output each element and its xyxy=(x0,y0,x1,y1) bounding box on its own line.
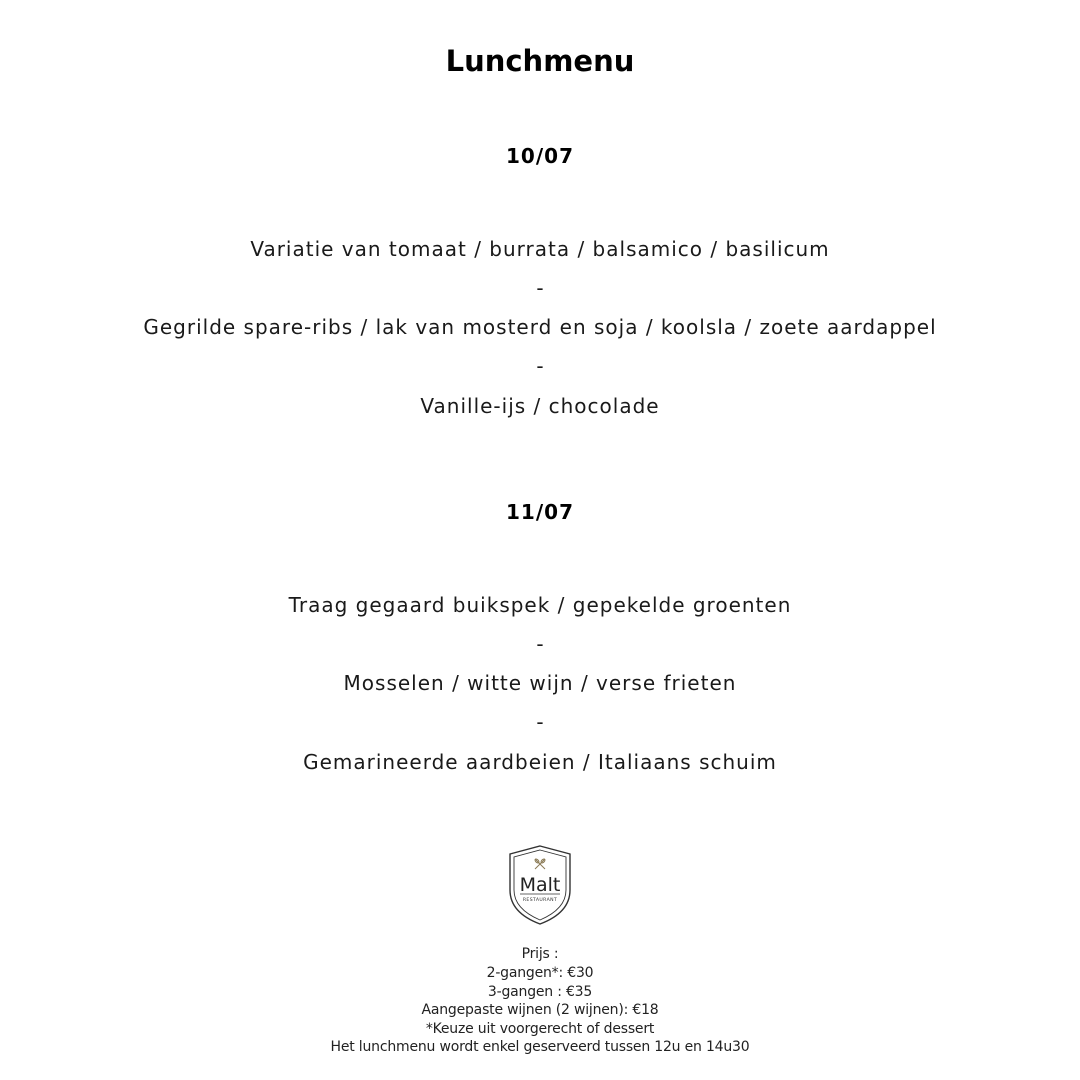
dish-separator: - xyxy=(536,632,544,656)
logo-name: Malt xyxy=(519,874,561,896)
price-three-course: 3-gangen : €35 xyxy=(487,984,593,1000)
dish-dessert: Vanille-ijs / chocolade xyxy=(420,394,660,418)
dish-main: Gegrilde spare-ribs / lak van mosterd en soja / koolsla / zoete aardappel xyxy=(143,315,937,339)
dish-separator: - xyxy=(536,276,544,300)
page-title: Lunchmenu xyxy=(445,44,635,78)
dish-dessert: Gemarineerde aardbeien / Italiaans schuim xyxy=(303,750,777,774)
dish-separator: - xyxy=(536,354,544,378)
dish-separator: - xyxy=(536,710,544,734)
malt-logo xyxy=(506,844,574,926)
day-date: 11/07 xyxy=(506,500,574,524)
dish-starter: Variatie van tomaat / burrata / balsamico / basilicum xyxy=(250,237,830,261)
logo-subtitle: RESTAURANT xyxy=(522,898,558,903)
price-wines: Aangepaste wijnen (2 wijnen): €18 xyxy=(421,1002,659,1018)
dish-main: Mosselen / witte wijn / verse frieten xyxy=(343,671,737,695)
day-date: 10/07 xyxy=(506,144,574,168)
choice-note: *Keuze uit voorgerecht of dessert xyxy=(425,1021,655,1037)
price-two-course: 2-gangen*: €30 xyxy=(486,965,594,981)
price-label: Prijs : xyxy=(521,946,559,962)
dish-starter: Traag gegaard buikspek / gepekelde groenten xyxy=(288,593,792,617)
serving-note: Het lunchmenu wordt enkel geserveerd tussen 12u en 14u30 xyxy=(330,1039,750,1055)
